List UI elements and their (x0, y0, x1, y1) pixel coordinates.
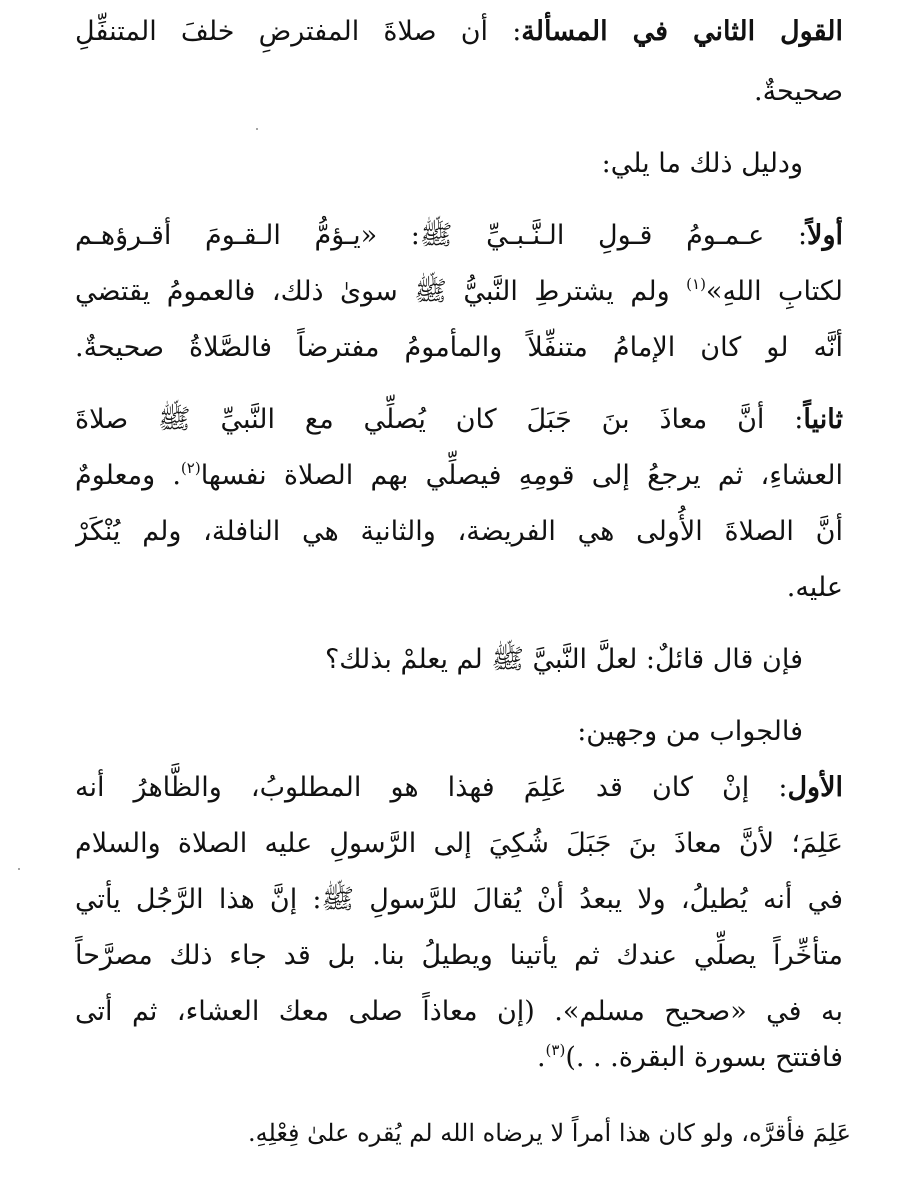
p7-line4: متأخِّراً يصلِّي عندك ثم يأتينا ويطيلُ بنا. بل قد جاء ذلك مصرَّحاً (75, 940, 843, 971)
p7-line1 (75, 760, 843, 816)
footnote-marker-1: (١) (686, 275, 706, 293)
footnote-marker-3: (٣) (545, 1041, 566, 1059)
footnote-marker-2: (٢) (180, 459, 201, 477)
p4-line2-b: . ومعلومٌ (75, 460, 181, 491)
p7-heading: الأول (787, 772, 843, 803)
p7-line6 (75, 1030, 843, 1086)
p4-heading: ثانياً (803, 404, 843, 435)
p3-heading: أولاً (807, 220, 843, 251)
scan-speck (256, 128, 258, 130)
p3-text: : عـمـومُ قـولِ الـنَّـبـيِّ ﷺ: «يـؤمُّ الـقـومَ أقـرؤهـم (75, 220, 808, 251)
p4-line3: أنَّ الصلاةَ الأُولى هي الفريضة، والثانية هي النافلة، ولم يُنْكَرْ (75, 516, 843, 547)
p4-text: : أنَّ معاذَ بنَ جَبَلَ كان يُصلِّي مع النَّبيِّ ﷺ صلاةَ (75, 404, 804, 435)
p4-line1 (75, 392, 843, 448)
p3-line2-b: ولم يشترطِ النَّبيُّ ﷺ سوىٰ ذلك، فالعمومُ يقتضي (75, 276, 687, 307)
p3-line2 (75, 264, 843, 320)
scan-speck (18, 868, 20, 870)
p7-text: : إنْ كان قد عَلِمَ فهذا هو المطلوبُ، والظَّاهرُ أنه (75, 772, 788, 803)
p6-line1: فالجواب من وجهين: (577, 716, 803, 747)
p3-line2-a: لكتابِ اللهِ» (705, 276, 843, 307)
p1-heading: القول الثاني في المسألة (521, 16, 843, 47)
p1-line1 (75, 4, 843, 60)
p8-line1: عَلِمَ فأقرَّه، ولو كان هذا أمراً لا يرضاه الله لم يُقره علىٰ فِعْلِهِ. (248, 1119, 851, 1147)
p4-line2-a: العشاءِ، ثم يرجعُ إلى قومِهِ فيصلِّي بهم الصلاة نفسها (200, 460, 843, 491)
p4-line2 (75, 448, 843, 504)
p4-line4: عليه. (786, 572, 843, 603)
p7-line6-b: . (536, 1042, 546, 1073)
p7-line5: به في «صحيح مسلم». (إن معاذاً صلى معك العشاء، ثم أتى (75, 996, 843, 1027)
p3-line3: أنَّه لو كان الإمامُ متنفِّلاً والمأمومُ مفترضاً فالصَّلاةُ صحيحةٌ. (75, 332, 843, 363)
p3-line1 (75, 208, 843, 264)
p7-line6-a: فافتتح بسورة البقرة. . .) (565, 1042, 843, 1073)
p1-line2: صحيحةٌ. (754, 76, 843, 107)
p1-text: : أن صلاةَ المفترضِ خلفَ المتنفِّلِ (75, 16, 522, 47)
p5-line1: فإن قال قائلٌ: لعلَّ النَّبيَّ ﷺ لم يعلمْ بذلك؟ (324, 644, 803, 675)
p7-line3: في أنه يُطيلُ، ولا يبعدُ أنْ يُقالَ للرَّسولِ ﷺ: إنَّ هذا الرَّجُل يأتي (75, 884, 843, 915)
p7-line2: عَلِمَ؛ لأنَّ معاذَ بنَ جَبَلَ شُكِيَ إلى الرَّسولِ عليه الصلاة والسلام (75, 828, 843, 859)
p2-line1: ودليل ذلك ما يلي: (601, 148, 803, 179)
